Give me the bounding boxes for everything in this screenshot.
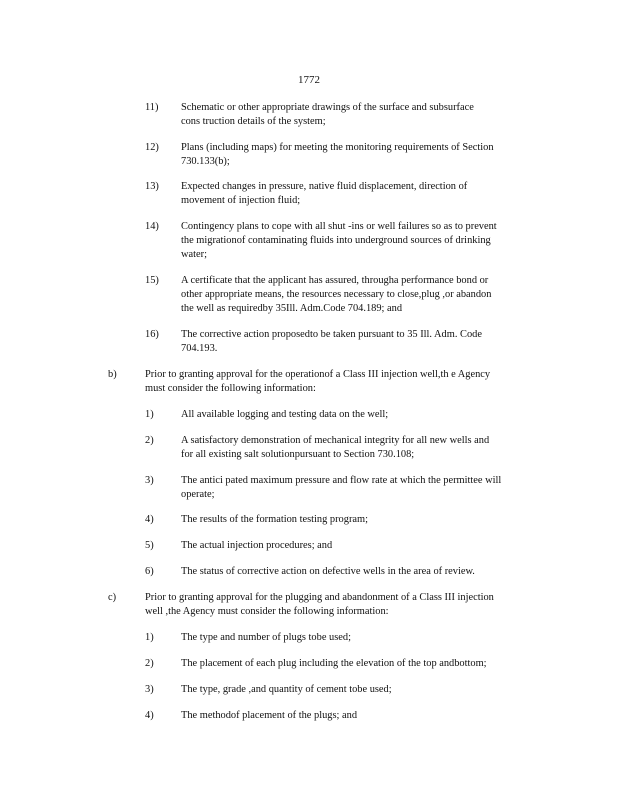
- text-line: Expected changes in pressure, native fluid displacement, direction of: [181, 181, 468, 192]
- text-line: Schematic or other appropriate drawings of the surface and subsurface: [181, 102, 474, 113]
- text-line: movement of injection fluid;: [181, 195, 301, 206]
- item-number: 16): [145, 329, 159, 340]
- text-line: The status of corrective action on defective wells in the area of review.: [181, 566, 475, 577]
- item-number: 14): [145, 221, 159, 232]
- item-text: [181, 683, 545, 697]
- text-line: cons truction details of the system;: [181, 116, 326, 127]
- text-line: Prior to granting approval for the operationof a Class III injection well,th e Agency: [145, 369, 491, 380]
- item-number: 1): [145, 409, 154, 420]
- text-line: The results of the formation testing program;: [181, 514, 368, 525]
- page-number: 1772: [298, 74, 320, 86]
- text-line: A satisfactory demonstration of mechanical integrity for all new wells and: [181, 435, 490, 446]
- text-line: well ,the Agency must consider the following information:: [145, 606, 389, 617]
- text-line: The methodof placement of the plugs; and: [181, 710, 358, 721]
- text-line: for all existing salt solutionpursuant to Section 730.108;: [181, 449, 415, 460]
- text-line: The type, grade ,and quantity of cement tobe used;: [181, 684, 392, 695]
- text-line: The type and number of plugs tobe used;: [181, 632, 351, 643]
- text-line: water;: [181, 249, 207, 260]
- item-number: 12): [145, 142, 159, 153]
- item-number: 6): [145, 566, 154, 577]
- item-number: 13): [145, 181, 159, 192]
- item-text: [181, 274, 545, 316]
- item-number: 3): [145, 684, 154, 695]
- item-text: [181, 539, 545, 553]
- item-text: [181, 141, 545, 169]
- text-line: the migrationof contaminating fluids into underground sources of drinking: [181, 235, 491, 246]
- item-number: 2): [145, 658, 154, 669]
- item-number: 15): [145, 275, 159, 286]
- item-text: [181, 709, 545, 723]
- text-line: 730.133(b);: [181, 156, 230, 167]
- text-line: A certificate that the applicant has assured, througha performance bond or: [181, 275, 489, 286]
- text-line: the well as requiredby 35Ill. Adm.Code 704.189; and: [181, 303, 403, 314]
- item-text: [181, 513, 545, 527]
- text-line: Contingency plans to cope with all shut -ins or well failures so as to prevent: [181, 221, 497, 232]
- item-text: [181, 434, 545, 462]
- item-text: [181, 474, 545, 502]
- item-text: [181, 328, 545, 356]
- section-text: [145, 368, 545, 396]
- text-line: The corrective action proposedto be taken pursuant to 35 Ill. Adm. Code: [181, 329, 482, 340]
- item-number: 4): [145, 514, 154, 525]
- section-letter: c): [108, 592, 117, 603]
- item-text: [181, 408, 545, 422]
- item-text: [181, 565, 545, 579]
- text-line: Prior to granting approval for the plugging and abandonment of a Class III injection: [145, 592, 494, 603]
- text-line: The antici pated maximum pressure and flow rate at which the permittee will: [181, 475, 502, 486]
- text-line: The placement of each plug including the elevation of the top andbottom;: [181, 658, 487, 669]
- item-text: [181, 180, 545, 208]
- text-line: Plans (including maps) for meeting the monitoring requirements of Section: [181, 142, 494, 153]
- section-letter: b): [108, 369, 117, 380]
- item-number: 2): [145, 435, 154, 446]
- item-number: 11): [145, 102, 159, 113]
- text-line: 704.193.: [181, 343, 218, 354]
- text-line: All available logging and testing data on the well;: [181, 409, 389, 420]
- text-line: must consider the following information:: [145, 383, 316, 394]
- item-text: [181, 631, 545, 645]
- item-text: [181, 657, 545, 671]
- text-line: other appropriate means, the resources necessary to close,plug ,or abandon: [181, 289, 492, 300]
- item-number: 4): [145, 710, 154, 721]
- item-text: [181, 101, 545, 129]
- item-number: 1): [145, 632, 154, 643]
- text-line: The actual injection procedures; and: [181, 540, 333, 551]
- item-text: [181, 220, 545, 262]
- text-line: operate;: [181, 489, 215, 500]
- section-text: [145, 591, 545, 619]
- item-number: 5): [145, 540, 154, 551]
- item-number: 3): [145, 475, 154, 486]
